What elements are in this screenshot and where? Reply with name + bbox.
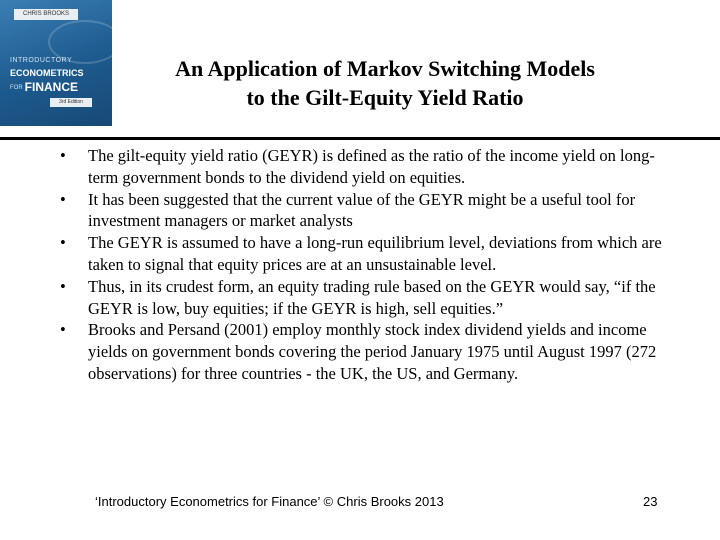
bullet-text: The gilt-equity yield ratio (GEYR) is defined as the ratio of the income yield on long-term government bonds to the dividend yield on equities. [88, 146, 655, 187]
title-divider [0, 137, 720, 140]
footer-citation: ‘Introductory Econometrics for Finance’ © Chris Brooks 2013 [95, 494, 444, 509]
bullet-point-icon: • [60, 233, 66, 253]
bullet-item [60, 145, 670, 189]
bullet-text: Thus, in its crudest form, an equity trading rule based on the GEYR would say, “if the GEYR is low, buy equities; if the GEYR is high, sell equities.” [88, 276, 656, 318]
bullet-list [60, 145, 670, 385]
slide-title-line1: An Application of Markov Switching Models [175, 56, 595, 81]
bullet-item [60, 189, 670, 233]
cover-edition-label: 3rd Edition [50, 98, 92, 107]
bullet-text: The GEYR is assumed to have a long-run equilibrium level, deviations from which are taken to signal that equity prices are at an unsustainable level. [88, 233, 662, 274]
bullet-point-icon: • [60, 276, 66, 296]
slide-title [120, 54, 650, 112]
cover-title-for: FOR [10, 84, 23, 91]
cover-title-finance: FINANCE [24, 80, 79, 94]
cover-title-line1: INTRODUCTORY [10, 57, 73, 64]
bullet-point-icon: • [60, 189, 66, 209]
bullet-point-icon: • [60, 146, 66, 165]
slide-title-line2: to the Gilt-Equity Yield Ratio [246, 85, 524, 110]
cover-title-line3 [10, 80, 78, 94]
bullet-item [60, 319, 670, 384]
bullet-text: It has been suggested that the current value of the GEYR might be a useful tool for investment managers or market analysts [88, 189, 636, 231]
bullet-point-icon: • [60, 320, 66, 340]
page-number: 23 [643, 494, 658, 509]
bullet-item [60, 276, 670, 320]
bullet-text: Brooks and Persand (2001) employ monthly stock index dividend yields and income yields on government bonds covering the period January 1975 until August 1997 (272 observations) for three countries - the UK, the US, and Germany. [88, 320, 657, 383]
bullet-item [60, 232, 670, 276]
cover-title-line2: ECONOMETRICS [10, 68, 84, 78]
cover-author-label: CHRIS BROOKS [14, 9, 78, 20]
book-cover-image [0, 0, 112, 126]
